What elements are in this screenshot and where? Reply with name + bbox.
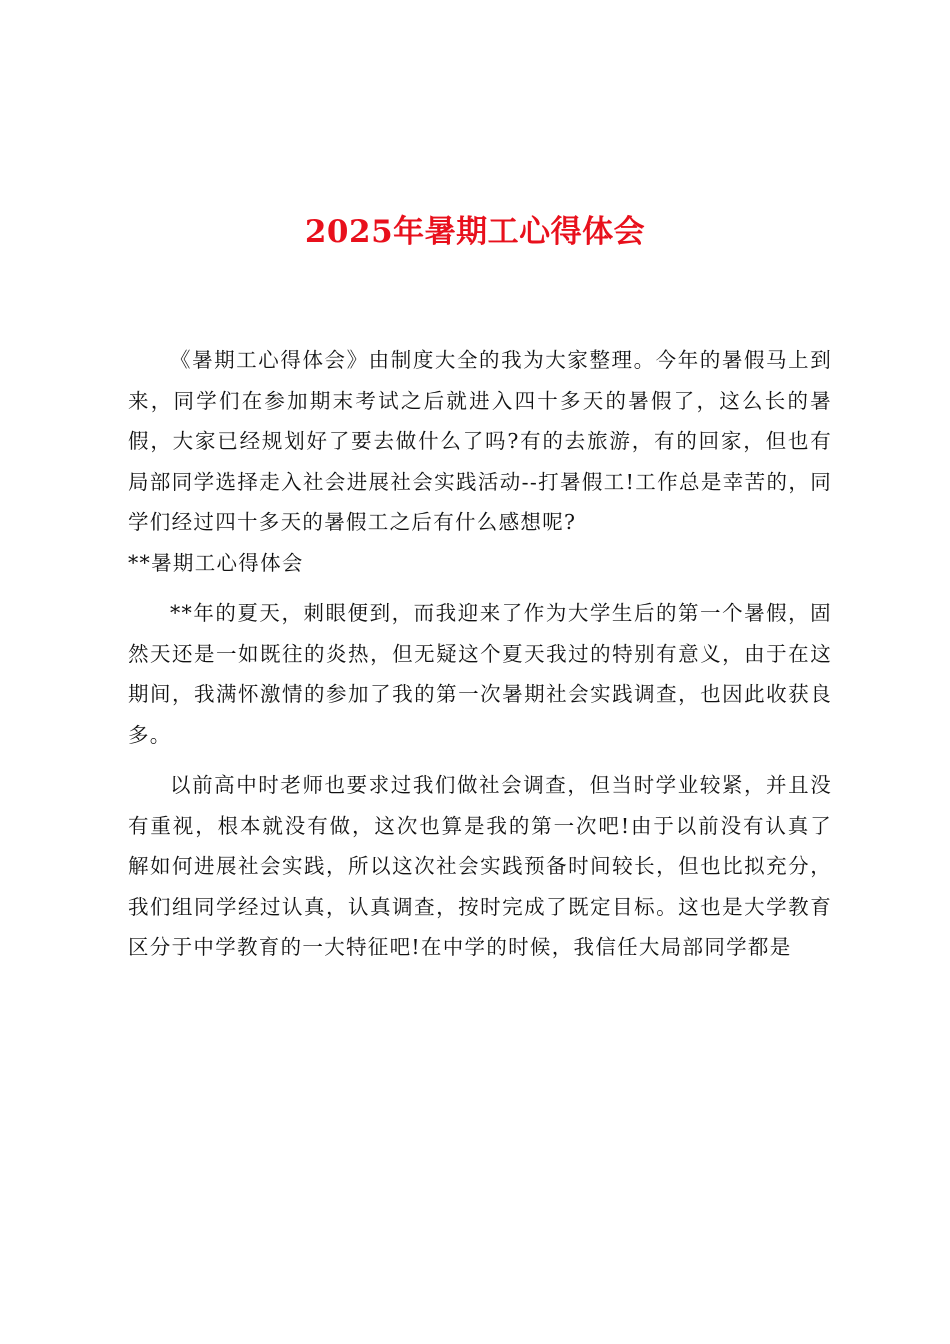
body-paragraph: **年的夏天，刺眼便到，而我迎来了作为大学生后的第一个暑假，固然天还是一如既往的炎热，但无疑这个夏天我过的特别有意义，由于在这期间，我满怀激情的参加了我的第一次暑期社会实践调查，也因此收获良多。 bbox=[128, 601, 832, 747]
document-title: 2025年暑期工心得体会 bbox=[304, 214, 646, 250]
body-paragraph: 以前高中时老师也要求过我们做社会调查，但当时学业较紧，并且没有重视，根本就没有做，这次也算是我的第一次吧!由于以前没有认真了解如何进展社会实践，所以这次社会实践预备时间较长，但也比拟充分，我们组同学经过认真，认真调查，按时完成了既定目标。这也是大学教育区分于中学教育的一大特征吧!在中学的时候，我信任大局部同学都是 bbox=[128, 773, 832, 959]
document-body bbox=[128, 340, 832, 968]
section-heading: **暑期工心得体会 bbox=[128, 550, 304, 575]
intro-paragraph: 《暑期工心得体会》由制度大全的我为大家整理。今年的暑假马上到来，同学们在参加期末考试之后就进入四十多天的暑假了，这么长的暑假，大家已经规划好了要去做什么了吗?有的去旅游，有的回家，但也有局部同学选择走入社会进展社会实践活动--打暑假工!工作总是幸苦的，同学们经过四十多天的暑假工之后有什么感想呢? bbox=[128, 348, 832, 534]
